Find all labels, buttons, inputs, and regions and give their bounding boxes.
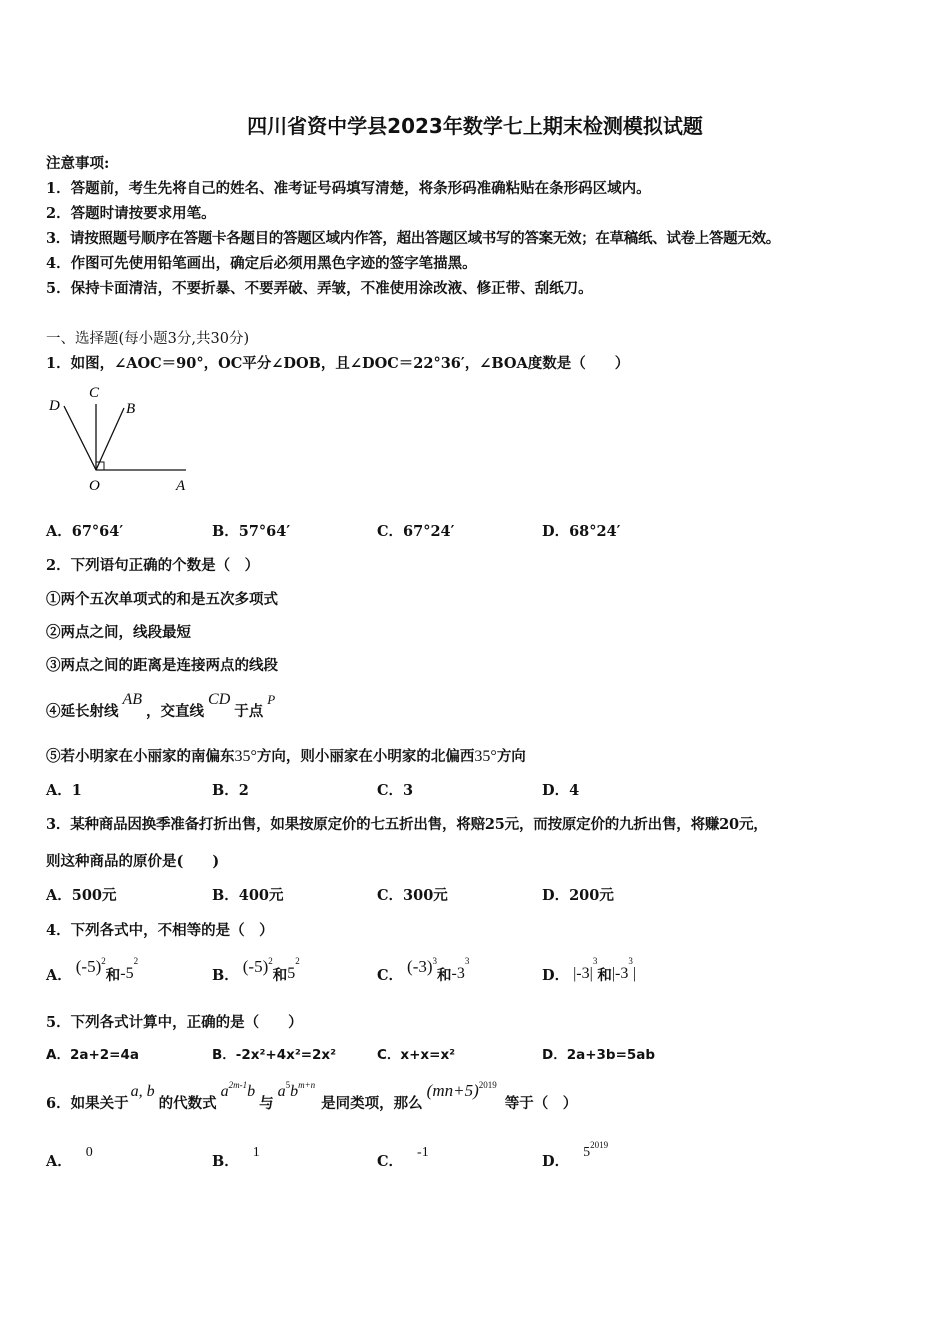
s4-text: 于点 bbox=[234, 703, 264, 720]
option-c[interactable]: C．x+x=x² bbox=[377, 1047, 456, 1063]
notice-heading: 注意事项: bbox=[46, 155, 110, 172]
option-a[interactable]: A．500元 bbox=[46, 887, 117, 904]
question-3: 3．某种商品因换季准备打折出售，如果按原定价的七五折出售，将赔25元，而按原定价的九折出售，将赚20元， bbox=[46, 816, 768, 833]
s4-text: ，交直线 bbox=[146, 703, 205, 720]
question-5: 5．下列各式计算中，正确的是（ ） bbox=[46, 1014, 303, 1031]
question-1: 1．如图，∠AOC＝90°，OC平分∠DOB，且∠DOC＝22°36′，∠BOA度数是（ ） bbox=[46, 355, 630, 372]
question-3-cont: 则这种商品的原价是( ) bbox=[46, 853, 220, 870]
option-d[interactable]: D．$5^{2019}$ bbox=[542, 1140, 609, 1170]
option-d[interactable]: D．2a+3b=5ab bbox=[542, 1047, 656, 1063]
option-c[interactable]: C．3 bbox=[377, 782, 414, 799]
label-b: B bbox=[126, 401, 136, 417]
notice-item: 1．答题前，考生先将自己的姓名、准考证号码填写清楚，将条形码准确粘贴在条形码区域内。 bbox=[46, 180, 651, 197]
question-6: 6．如果关于a, b的代数式$a^{2m-1}b$与$a^5b^{m+n}$是同类项，那么$(mn+5)^{2019}$等于（ ） bbox=[46, 1080, 578, 1112]
question-4: 4．下列各式中，不相等的是（ ） bbox=[46, 922, 274, 939]
notice-item: 4．作图可先使用铅笔画出，确定后必须用黑色字迹的签字笔描黑。 bbox=[46, 255, 477, 272]
option-a[interactable]: A．2a+2=4a bbox=[46, 1047, 139, 1063]
option-b[interactable]: B． $(-5)^2$和$5^2$ bbox=[212, 956, 300, 984]
question-2: 2．下列语句正确的个数是（ ） bbox=[46, 557, 260, 574]
statement-1: ①两个五次单项式的和是五次多项式 bbox=[46, 591, 278, 608]
s4-ab: AB bbox=[122, 691, 143, 708]
option-b[interactable]: B．1 bbox=[212, 1145, 260, 1170]
statement-3: ③两点之间的距离是连接两点的线段 bbox=[46, 657, 278, 674]
option-c[interactable]: C．67°24′ bbox=[377, 523, 455, 540]
ray-od bbox=[64, 406, 96, 470]
s5-text: 方向，则小丽家在小明家的北偏西 bbox=[256, 748, 475, 765]
s5-text: ⑤若小明家在小丽家的南偏东 bbox=[46, 748, 235, 765]
option-d[interactable]: D．68°24′ bbox=[542, 523, 621, 540]
s5-deg: 35° bbox=[234, 748, 257, 765]
page-title: 四川省资中学县2023年数学七上期末检测模拟试题 bbox=[247, 114, 703, 138]
s5-deg: 35° bbox=[474, 748, 497, 765]
statement-4 bbox=[46, 688, 276, 720]
option-c[interactable]: C．300元 bbox=[377, 887, 448, 904]
label-o: O bbox=[89, 478, 100, 494]
option-d[interactable]: D．200元 bbox=[542, 887, 614, 904]
s4-cd: CD bbox=[208, 691, 231, 708]
option-b[interactable]: B．2 bbox=[212, 782, 249, 799]
s5-text: 方向 bbox=[496, 748, 526, 765]
angle-figure bbox=[44, 382, 194, 497]
notice-item: 3．请按照题号顺序在答题卡各题目的答题区域内作答，超出答题区域书写的答案无效；在草稿纸、试卷上答题无效。 bbox=[46, 230, 780, 247]
option-a[interactable]: A．0 bbox=[46, 1145, 93, 1170]
option-b[interactable]: B．400元 bbox=[212, 887, 284, 904]
label-c: C bbox=[89, 385, 100, 401]
option-d[interactable]: D．4 bbox=[542, 782, 580, 799]
option-c[interactable]: C．-1 bbox=[377, 1145, 429, 1170]
option-b[interactable]: B．57°64′ bbox=[212, 523, 291, 540]
option-c[interactable]: C． $(-3)^3$和$-3^3$ bbox=[377, 956, 470, 984]
option-a[interactable]: A．67°64′ bbox=[46, 523, 124, 540]
notice-item: 2．答题时请按要求用笔。 bbox=[46, 205, 216, 222]
s4-text: ④延长射线 bbox=[46, 703, 119, 720]
notice-item: 5．保持卡面清洁，不要折暴、不要弄破、弄皱，不准使用涂改液、修正带、刮纸刀。 bbox=[46, 280, 593, 297]
section-heading: 一、选择题(每小题3分,共30分) bbox=[46, 331, 250, 347]
label-a: A bbox=[176, 478, 186, 494]
label-d: D bbox=[49, 398, 60, 414]
ray-ob bbox=[96, 408, 124, 470]
option-d[interactable]: D． $|-3|^3$和$|-3^3|$ bbox=[542, 956, 637, 984]
option-a[interactable]: A． $(-5)^2$和$-5^2$ bbox=[46, 956, 139, 984]
s4-p: P bbox=[267, 692, 276, 707]
statement-5 bbox=[46, 745, 526, 766]
statement-2: ②两点之间，线段最短 bbox=[46, 624, 191, 641]
option-b[interactable]: B．-2x²+4x²=2x² bbox=[212, 1047, 337, 1063]
option-a[interactable]: A．1 bbox=[46, 782, 82, 799]
